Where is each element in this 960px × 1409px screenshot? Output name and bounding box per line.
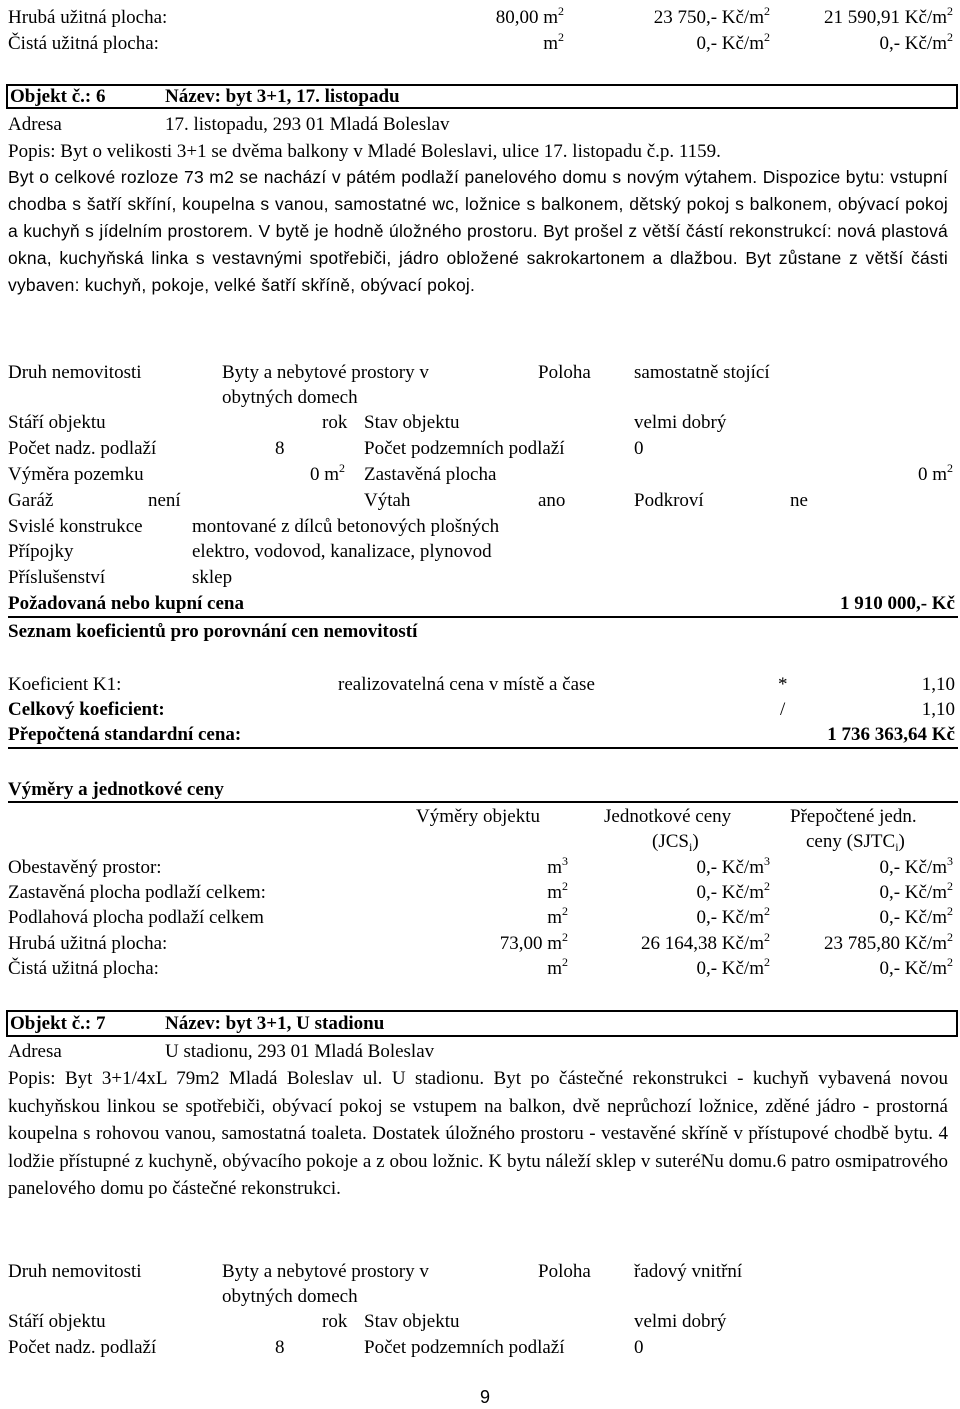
col-sjtc-header-1: Přepočtené jedn.	[790, 806, 917, 827]
object7-stav-label: Stav objektu	[364, 1311, 460, 1332]
object6-druh-value-1: Byty a nebytové prostory v	[222, 362, 429, 383]
object6-celk-value: 1,10	[921, 699, 955, 720]
object6-celk-op: /	[780, 699, 786, 720]
object6-konstrukce-value: montované z dílců betonových plošných	[192, 516, 500, 537]
object6-nadz-value: 8	[275, 438, 285, 459]
object6-name: Název: byt 3+1, 17. listopadu	[165, 86, 400, 107]
top-row-2-measure: $m^2$	[543, 30, 564, 54]
object6-k1-label: Koeficient K1:	[8, 674, 122, 695]
object7-stari-unit: rok	[322, 1311, 348, 1332]
object6-k1-desc: realizovatelná cena v místě a čase	[338, 674, 595, 695]
area-row-measure: $m^2$	[547, 904, 568, 928]
area-row-sjtc: 0,- $Kč/m^2$	[879, 904, 953, 928]
object6-stav-label: Stav objektu	[364, 412, 460, 433]
object7-podz-label: Počet podzemních podlaží	[364, 1337, 565, 1358]
object6-podkrovi-label: Podkroví	[634, 490, 704, 511]
object6-zastav-value: 0 $m^2$	[917, 461, 953, 485]
object7-poloha-value: řadový vnitřní	[634, 1261, 743, 1282]
object6-cena-label: Požadovaná nebo kupní cena	[8, 593, 244, 614]
object6-address-value: 17. listopadu, 293 01 Mladá Boleslav	[165, 114, 450, 135]
object6-prepoc-label: Přepočtená standardní cena:	[8, 724, 242, 745]
object6-podkrovi-value: ne	[790, 490, 808, 511]
object6-zastav-label: Zastavěná plocha	[364, 464, 497, 485]
object7-header-box	[6, 1010, 958, 1037]
top-row-2-sjtc: 0,- $Kč/m^2$	[879, 30, 953, 54]
object6-koef-heading: Seznam koeficientů pro porovnání cen nemovitostí	[8, 621, 418, 642]
area-row-sjtc: 0,- $Kč/m^2$	[879, 879, 953, 903]
object6-konstrukce-label: Svislé konstrukce	[8, 516, 143, 537]
top-row-2-jcs: 0,- $Kč/m^2$	[696, 30, 770, 54]
object6-druh-label: Druh nemovitosti	[8, 362, 142, 383]
object6-celk-label: Celkový koeficient:	[8, 699, 165, 720]
object6-podz-label: Počet podzemních podlaží	[364, 438, 565, 459]
object6-vymery-heading: Výměry a jednotkové ceny	[8, 779, 224, 800]
area-row-jcs: 0,- $Kč/m^2$	[696, 955, 770, 979]
object6-poloha-value: samostatně stojící	[634, 362, 770, 383]
object6-pozemek-label: Výměra pozemku	[8, 464, 144, 485]
area-row-jcs: 0,- $Kč/m^3$	[696, 854, 770, 878]
object7-nadz-value: 8	[275, 1337, 285, 1358]
object6-k1-op: *	[778, 674, 788, 695]
object7-poloha-label: Poloha	[538, 1261, 591, 1282]
top-row-1-jcs: 23 750,- $Kč/m^2$	[653, 4, 770, 28]
col-sjtc-header-2: ceny $(SJTC_i)$	[806, 831, 905, 854]
area-row-sjtc: 0,- $Kč/m^3$	[879, 854, 953, 878]
top-row-2-label: Čistá užitná plocha:	[8, 33, 159, 54]
object7-address-label: Adresa	[8, 1041, 62, 1062]
area-row-label: Podlahová plocha podlaží celkem	[8, 907, 264, 928]
object6-prislus-value: sklep	[192, 567, 233, 588]
object6-stari-unit: rok	[322, 412, 348, 433]
top-row-1-sjtc: 21 590,91 $Kč/m^2$	[824, 4, 953, 28]
object7-podz-value: 0	[634, 1337, 644, 1358]
object6-vytah-value: ano	[538, 490, 566, 511]
col-jcs-header-2: $(JCS_i)$	[652, 831, 699, 854]
object6-garaz-value: není	[148, 490, 181, 511]
object6-prepoc-value: 1 736 363,64 Kč	[827, 724, 955, 745]
top-row-1-label: Hrubá užitná plocha:	[8, 7, 168, 28]
object7-name: Název: byt 3+1, U stadionu	[165, 1013, 385, 1034]
page-number: 9	[480, 1387, 491, 1407]
object6-header-box	[6, 84, 958, 109]
area-row-jcs: 26 164,38 $Kč/m^2$	[641, 930, 770, 954]
object7-popis-body: Popis: Byt 3+1/4xL 79m2 Mladá Boleslav ul. U stadionu. Byt po částečné rekonstrukci - kuchyň vybavená novou kuchyňskou linkou se spotřebiči, obývací pokoj se vstupem na balkon, dvě neprůchozí ložnice, zděné jádro - prostorná koupelna s rohovou vanou, samostatná toaleta. Dostatek úložného prostoru - vestavěné skříně v přístupové chodbě bytu. 4 lodžie přístupné z kuchyně, obývacího pokoje a z obou ložnic. K bytu náleží sklep v suteréNu domu.6 patro osmipatrového panelového domu po částečné rekonstrukci.	[8, 1068, 948, 1199]
object6-number: Objekt č.: 6	[10, 86, 106, 107]
object7-stari-label: Stáří objektu	[8, 1311, 106, 1332]
object6-prepoc-rule	[8, 747, 958, 749]
area-row-label: Hrubá užitná plocha:	[8, 933, 168, 954]
object6-address-label: Adresa	[8, 114, 62, 135]
area-row-label: Čistá užitná plocha:	[8, 958, 159, 979]
object6-podz-value: 0	[634, 438, 644, 459]
object6-cena-value: 1 910 000,- Kč	[839, 593, 955, 614]
area-row-label: Zastavěná plocha podlaží celkem:	[8, 882, 266, 903]
object6-cena-rule	[8, 616, 958, 618]
object7-nadz-label: Počet nadz. podlaží	[8, 1337, 157, 1358]
object6-stari-label: Stáří objektu	[8, 412, 106, 433]
object6-pripojky-label: Přípojky	[8, 541, 74, 562]
object6-popis-line1: Popis: Byt o velikosti 3+1 se dvěma balkony v Mladé Boleslavi, ulice 17. listopadu č.p. 1159.	[8, 141, 721, 162]
area-row-measure: $m^3$	[547, 854, 568, 878]
object6-garaz-label: Garáž	[8, 490, 54, 511]
object6-poloha-label: Poloha	[538, 362, 591, 383]
object6-vytah-label: Výtah	[364, 490, 411, 511]
object7-stav-value: velmi dobrý	[634, 1311, 727, 1332]
object6-stav-value: velmi dobrý	[634, 412, 727, 433]
area-row-label: Obestavěný prostor:	[8, 857, 162, 878]
top-row-1-measure: 80,00 $m^2$	[495, 4, 564, 28]
object6-pozemek-value: 0 $m^2$	[310, 461, 346, 485]
area-row-sjtc: 0,- $Kč/m^2$	[879, 955, 953, 979]
object7-number: Objekt č.: 7	[10, 1013, 106, 1034]
object6-prislus-label: Příslušenství	[8, 567, 106, 588]
area-row-measure: 73,00 $m^2$	[499, 930, 568, 954]
object7-druh-label: Druh nemovitosti	[8, 1261, 142, 1282]
col-jcs-header-1: Jednotkové ceny	[604, 806, 732, 827]
col-vymery-header: Výměry objektu	[416, 806, 541, 827]
object6-k1-value: 1,10	[921, 674, 955, 695]
object7-address-value: U stadionu, 293 01 Mladá Boleslav	[165, 1041, 435, 1062]
object6-popis-body: Byt o celkové rozloze 73 m2 se nachází v pátém podlaží panelového domu s novým výtahem. Dispozice bytu: vstupní chodba s šatří skříní, koupelna s vanou, samostatné wc, ložnice s balkonem, dětský pokoj s balkonem, obývací pokoj a kuchyň s jídelním prostorem. V bytě je hodně úložného prostoru. Byt prošel z větší částí rekonstrukcí: nová plastová okna, kuchyňská linka s vestavnými spotřebiči, jádro obložené sakrokartonem a dlažbou. Byt zůstane z větší části vybaven: kuchyň, pokoje, velké šatří skříně, obývací pokoj.	[8, 167, 948, 295]
object6-nadz-label: Počet nadz. podlaží	[8, 438, 157, 459]
area-row-measure: $m^2$	[547, 879, 568, 903]
area-row-sjtc: 23 785,80 $Kč/m^2$	[824, 930, 953, 954]
object6-druh-value-2: obytných domech	[222, 387, 358, 408]
area-row-measure: $m^2$	[547, 955, 568, 979]
object6-vymery-rule	[8, 801, 958, 803]
object7-druh-value-1: Byty a nebytové prostory v	[222, 1261, 429, 1282]
area-row-jcs: 0,- $Kč/m^2$	[696, 879, 770, 903]
area-row-jcs: 0,- $Kč/m^2$	[696, 904, 770, 928]
object7-druh-value-2: obytných domech	[222, 1286, 358, 1307]
object6-pripojky-value: elektro, vodovod, kanalizace, plynovod	[192, 541, 492, 562]
